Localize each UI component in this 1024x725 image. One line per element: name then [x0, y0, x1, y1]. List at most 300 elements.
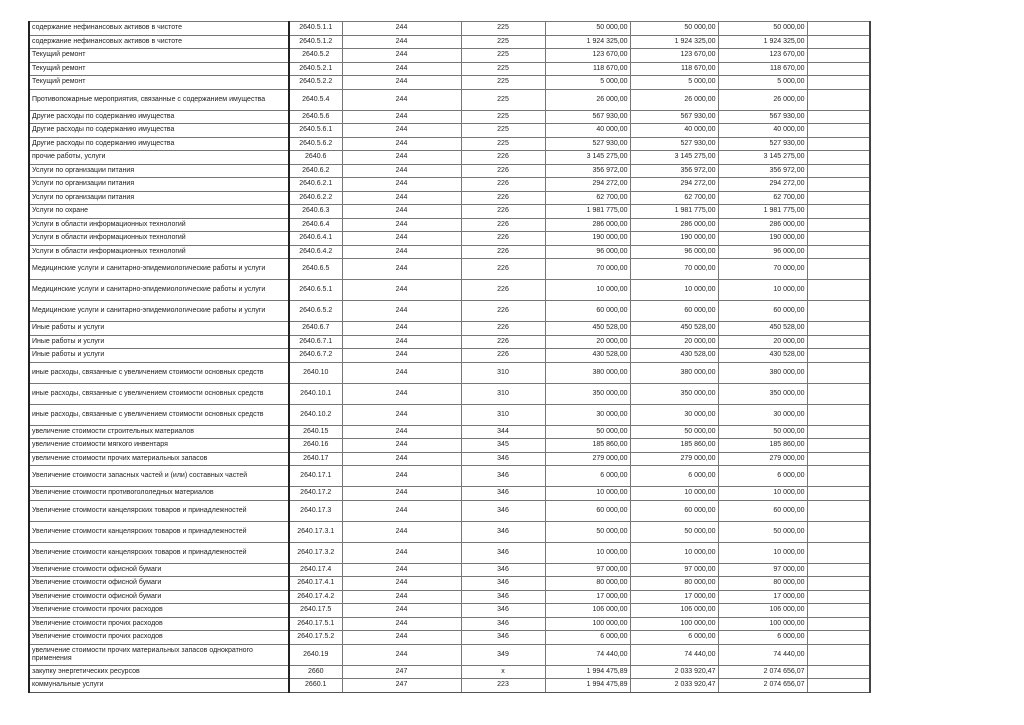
- row-amount-year3: 380 000,00: [718, 362, 807, 383]
- row-name: Увеличение стоимости прочих расходов: [29, 617, 289, 631]
- row-amount-year1: 50 000,00: [545, 425, 630, 439]
- row-amount-year1: 185 860,00: [545, 439, 630, 453]
- row-name: увеличение стоимости прочих материальных запасов однократного применения: [29, 644, 289, 665]
- table-row: [29, 425, 870, 439]
- row-note: [807, 563, 870, 577]
- row-kvr: 244: [342, 22, 461, 36]
- row-amount-year2: 286 000,00: [630, 218, 718, 232]
- row-note: [807, 644, 870, 665]
- row-code: 2640.5.1.1: [289, 22, 342, 36]
- row-amount-year2: 118 670,00: [630, 62, 718, 76]
- row-amount-year1: 5 000,00: [545, 76, 630, 90]
- row-name: коммунальные услуги: [29, 679, 289, 693]
- row-note: [807, 218, 870, 232]
- row-code: 2640.5.6.2: [289, 137, 342, 151]
- row-kvr: 244: [342, 245, 461, 259]
- row-kosgu: 346: [461, 590, 545, 604]
- table-row: [29, 76, 870, 90]
- row-note: [807, 349, 870, 363]
- row-amount-year2: 62 700,00: [630, 191, 718, 205]
- row-amount-year2: 70 000,00: [630, 259, 718, 280]
- row-amount-year3: 17 000,00: [718, 590, 807, 604]
- table-row: [29, 631, 870, 645]
- row-kvr: 244: [342, 404, 461, 425]
- row-code: 2640.5.1.2: [289, 35, 342, 49]
- row-name: Другие расходы по содержанию имущества: [29, 110, 289, 124]
- row-amount-year1: 10 000,00: [545, 280, 630, 301]
- row-amount-year2: 60 000,00: [630, 500, 718, 521]
- table-row: [29, 439, 870, 453]
- row-kosgu: 226: [461, 349, 545, 363]
- table-row: [29, 191, 870, 205]
- row-amount-year2: 5 000,00: [630, 76, 718, 90]
- table-body: [29, 22, 870, 693]
- row-kosgu: 310: [461, 404, 545, 425]
- row-amount-year2: 97 000,00: [630, 563, 718, 577]
- row-amount-year2: 26 000,00: [630, 89, 718, 110]
- row-kosgu: 310: [461, 362, 545, 383]
- table-row: [29, 89, 870, 110]
- row-amount-year3: 350 000,00: [718, 383, 807, 404]
- row-name: иные расходы, связанные с увеличением стоимости основных средств: [29, 362, 289, 383]
- row-name: иные расходы, связанные с увеличением стоимости основных средств: [29, 404, 289, 425]
- row-name: Услуги по организации питания: [29, 178, 289, 192]
- row-kvr: 244: [342, 178, 461, 192]
- row-kvr: 244: [342, 590, 461, 604]
- row-amount-year1: 70 000,00: [545, 259, 630, 280]
- table-row: [29, 679, 870, 693]
- row-code: 2640.17.3.2: [289, 542, 342, 563]
- row-note: [807, 439, 870, 453]
- row-note: [807, 631, 870, 645]
- row-amount-year3: 74 440,00: [718, 644, 807, 665]
- row-note: [807, 452, 870, 466]
- row-kosgu: 225: [461, 124, 545, 138]
- row-amount-year1: 30 000,00: [545, 404, 630, 425]
- row-amount-year2: 60 000,00: [630, 301, 718, 322]
- row-kvr: 244: [342, 76, 461, 90]
- table-row: [29, 124, 870, 138]
- table-row: [29, 35, 870, 49]
- row-code: 2640.6.5: [289, 259, 342, 280]
- row-kosgu: 346: [461, 604, 545, 618]
- row-kosgu: 226: [461, 280, 545, 301]
- table-row: [29, 245, 870, 259]
- row-amount-year2: 1 981 775,00: [630, 205, 718, 219]
- row-kvr: 244: [342, 89, 461, 110]
- row-amount-year1: 6 000,00: [545, 466, 630, 487]
- row-amount-year3: 106 000,00: [718, 604, 807, 618]
- row-code: 2660: [289, 665, 342, 679]
- row-kvr: 244: [342, 280, 461, 301]
- row-amount-year3: 50 000,00: [718, 22, 807, 36]
- row-amount-year3: 20 000,00: [718, 335, 807, 349]
- row-code: 2640.17.4: [289, 563, 342, 577]
- row-note: [807, 487, 870, 501]
- row-amount-year2: 3 145 275,00: [630, 151, 718, 165]
- row-amount-year1: 190 000,00: [545, 232, 630, 246]
- row-name: закупку энергетических ресурсов: [29, 665, 289, 679]
- row-kvr: 247: [342, 679, 461, 693]
- row-amount-year1: 1 994 475,89: [545, 665, 630, 679]
- row-amount-year1: 60 000,00: [545, 500, 630, 521]
- row-amount-year3: 185 860,00: [718, 439, 807, 453]
- row-kosgu: 225: [461, 22, 545, 36]
- row-kosgu: 346: [461, 466, 545, 487]
- row-amount-year2: 527 930,00: [630, 137, 718, 151]
- row-code: 2640.17.5.1: [289, 617, 342, 631]
- row-code: 2640.17: [289, 452, 342, 466]
- table-row: [29, 362, 870, 383]
- row-note: [807, 665, 870, 679]
- table-row: [29, 500, 870, 521]
- row-name: Услуги в области информационных технологий: [29, 245, 289, 259]
- row-note: [807, 164, 870, 178]
- row-amount-year3: 60 000,00: [718, 301, 807, 322]
- row-amount-year2: 6 000,00: [630, 631, 718, 645]
- row-note: [807, 49, 870, 63]
- row-amount-year2: 80 000,00: [630, 577, 718, 591]
- row-name: Текущий ремонт: [29, 76, 289, 90]
- row-amount-year2: 10 000,00: [630, 487, 718, 501]
- table-row: [29, 280, 870, 301]
- row-note: [807, 617, 870, 631]
- row-kvr: 244: [342, 151, 461, 165]
- row-amount-year3: 10 000,00: [718, 542, 807, 563]
- row-amount-year2: 2 033 920,47: [630, 679, 718, 693]
- row-amount-year3: 26 000,00: [718, 89, 807, 110]
- row-note: [807, 322, 870, 336]
- row-amount-year3: 80 000,00: [718, 577, 807, 591]
- row-code: 2640.15: [289, 425, 342, 439]
- table-row: [29, 577, 870, 591]
- row-kosgu: x: [461, 665, 545, 679]
- row-amount-year2: 40 000,00: [630, 124, 718, 138]
- row-note: [807, 124, 870, 138]
- row-kvr: 244: [342, 335, 461, 349]
- row-kvr: 244: [342, 439, 461, 453]
- row-amount-year1: 567 930,00: [545, 110, 630, 124]
- row-name: Услуги в области информационных технологий: [29, 218, 289, 232]
- row-amount-year3: 2 074 656,07: [718, 665, 807, 679]
- row-amount-year2: 450 528,00: [630, 322, 718, 336]
- row-note: [807, 466, 870, 487]
- row-amount-year1: 10 000,00: [545, 487, 630, 501]
- row-code: 2640.6.4: [289, 218, 342, 232]
- table-row: [29, 349, 870, 363]
- row-note: [807, 604, 870, 618]
- row-kosgu: 226: [461, 232, 545, 246]
- row-kvr: 244: [342, 644, 461, 665]
- row-amount-year1: 60 000,00: [545, 301, 630, 322]
- row-name: Услуги по организации питания: [29, 191, 289, 205]
- table-row: [29, 22, 870, 36]
- row-kvr: 244: [342, 35, 461, 49]
- row-amount-year2: 279 000,00: [630, 452, 718, 466]
- row-code: 2640.5.2: [289, 49, 342, 63]
- row-amount-year3: 70 000,00: [718, 259, 807, 280]
- row-code: 2640.6.7.1: [289, 335, 342, 349]
- row-name: увеличение стоимости прочих материальных запасов: [29, 452, 289, 466]
- row-code: 2660.1: [289, 679, 342, 693]
- row-code: 2640.6.5.2: [289, 301, 342, 322]
- row-note: [807, 362, 870, 383]
- row-code: 2640.17.5.2: [289, 631, 342, 645]
- row-amount-year1: 20 000,00: [545, 335, 630, 349]
- row-note: [807, 62, 870, 76]
- table-row: [29, 617, 870, 631]
- row-kosgu: 226: [461, 191, 545, 205]
- row-amount-year2: 567 930,00: [630, 110, 718, 124]
- row-kosgu: 310: [461, 383, 545, 404]
- row-kvr: 244: [342, 500, 461, 521]
- row-note: [807, 679, 870, 693]
- row-note: [807, 301, 870, 322]
- row-kosgu: 346: [461, 500, 545, 521]
- row-amount-year1: 118 670,00: [545, 62, 630, 76]
- row-amount-year3: 356 972,00: [718, 164, 807, 178]
- table-row: [29, 466, 870, 487]
- row-name: увеличение стоимости строительных материалов: [29, 425, 289, 439]
- row-kvr: 244: [342, 218, 461, 232]
- table-row: [29, 49, 870, 63]
- row-amount-year3: 60 000,00: [718, 500, 807, 521]
- row-name: Увеличение стоимости офисной бумаги: [29, 590, 289, 604]
- row-code: 2640.6.2.1: [289, 178, 342, 192]
- row-amount-year1: 350 000,00: [545, 383, 630, 404]
- row-amount-year2: 356 972,00: [630, 164, 718, 178]
- row-amount-year3: 567 930,00: [718, 110, 807, 124]
- row-code: 2640.6: [289, 151, 342, 165]
- row-code: 2640.17.4.1: [289, 577, 342, 591]
- row-kosgu: 346: [461, 521, 545, 542]
- row-amount-year3: 294 272,00: [718, 178, 807, 192]
- row-name: Иные работы и услуги: [29, 349, 289, 363]
- row-kvr: 244: [342, 124, 461, 138]
- row-note: [807, 521, 870, 542]
- row-amount-year3: 5 000,00: [718, 76, 807, 90]
- row-note: [807, 577, 870, 591]
- table-row: [29, 383, 870, 404]
- row-code: 2640.17.5: [289, 604, 342, 618]
- row-kosgu: 225: [461, 35, 545, 49]
- row-note: [807, 205, 870, 219]
- row-kosgu: 346: [461, 563, 545, 577]
- row-note: [807, 76, 870, 90]
- table-row: [29, 335, 870, 349]
- row-amount-year1: 430 528,00: [545, 349, 630, 363]
- row-amount-year3: 6 000,00: [718, 631, 807, 645]
- row-kosgu: 226: [461, 151, 545, 165]
- row-note: [807, 425, 870, 439]
- row-code: 2640.5.2.2: [289, 76, 342, 90]
- row-name: Увеличение стоимости канцелярских товаров и принадлежностей: [29, 521, 289, 542]
- row-kvr: 244: [342, 191, 461, 205]
- row-name: увеличение стоимости мягкого инвентаря: [29, 439, 289, 453]
- row-amount-year3: 62 700,00: [718, 191, 807, 205]
- row-name: иные расходы, связанные с увеличением стоимости основных средств: [29, 383, 289, 404]
- row-amount-year2: 430 528,00: [630, 349, 718, 363]
- row-name: Другие расходы по содержанию имущества: [29, 124, 289, 138]
- row-amount-year1: 40 000,00: [545, 124, 630, 138]
- row-kvr: 244: [342, 577, 461, 591]
- row-code: 2640.10.1: [289, 383, 342, 404]
- row-amount-year1: 97 000,00: [545, 563, 630, 577]
- row-kosgu: 225: [461, 62, 545, 76]
- row-kosgu: 226: [461, 205, 545, 219]
- row-code: 2640.17.3.1: [289, 521, 342, 542]
- row-code: 2640.6.4.1: [289, 232, 342, 246]
- table-row: [29, 542, 870, 563]
- row-name: Увеличение стоимости офисной бумаги: [29, 563, 289, 577]
- row-name: Иные работы и услуги: [29, 335, 289, 349]
- row-code: 2640.17.2: [289, 487, 342, 501]
- row-code: 2640.6.3: [289, 205, 342, 219]
- row-amount-year1: 100 000,00: [545, 617, 630, 631]
- row-note: [807, 404, 870, 425]
- row-kvr: 244: [342, 383, 461, 404]
- row-code: 2640.5.6.1: [289, 124, 342, 138]
- row-amount-year3: 50 000,00: [718, 521, 807, 542]
- row-amount-year1: 1 924 325,00: [545, 35, 630, 49]
- row-amount-year1: 3 145 275,00: [545, 151, 630, 165]
- row-name: содержание нефинансовых активов в чистоте: [29, 35, 289, 49]
- row-note: [807, 500, 870, 521]
- row-amount-year1: 50 000,00: [545, 22, 630, 36]
- row-amount-year2: 20 000,00: [630, 335, 718, 349]
- row-kosgu: 226: [461, 164, 545, 178]
- row-kosgu: 225: [461, 49, 545, 63]
- row-amount-year1: 1 981 775,00: [545, 205, 630, 219]
- row-kosgu: 225: [461, 89, 545, 110]
- row-note: [807, 259, 870, 280]
- row-amount-year2: 190 000,00: [630, 232, 718, 246]
- row-amount-year1: 96 000,00: [545, 245, 630, 259]
- row-kosgu: 226: [461, 335, 545, 349]
- row-amount-year1: 527 930,00: [545, 137, 630, 151]
- row-note: [807, 178, 870, 192]
- budget-table: [28, 21, 871, 693]
- row-amount-year3: 1 924 325,00: [718, 35, 807, 49]
- row-kvr: 244: [342, 466, 461, 487]
- row-code: 2640.6.7.2: [289, 349, 342, 363]
- row-amount-year2: 50 000,00: [630, 22, 718, 36]
- row-code: 2640.10: [289, 362, 342, 383]
- row-kosgu: 226: [461, 322, 545, 336]
- row-amount-year1: 450 528,00: [545, 322, 630, 336]
- row-name: Увеличение стоимости запасных частей и (или) составных частей: [29, 466, 289, 487]
- row-amount-year2: 380 000,00: [630, 362, 718, 383]
- row-amount-year1: 380 000,00: [545, 362, 630, 383]
- row-note: [807, 151, 870, 165]
- row-name: Медицинские услуги и санитарно-эпидемиологические работы и услуги: [29, 301, 289, 322]
- row-name: Другие расходы по содержанию имущества: [29, 137, 289, 151]
- row-kvr: 244: [342, 164, 461, 178]
- row-note: [807, 590, 870, 604]
- row-kvr: 244: [342, 631, 461, 645]
- row-code: 2640.16: [289, 439, 342, 453]
- row-note: [807, 191, 870, 205]
- row-amount-year1: 6 000,00: [545, 631, 630, 645]
- row-note: [807, 137, 870, 151]
- row-kosgu: 346: [461, 452, 545, 466]
- row-amount-year2: 185 860,00: [630, 439, 718, 453]
- row-amount-year1: 62 700,00: [545, 191, 630, 205]
- row-amount-year1: 26 000,00: [545, 89, 630, 110]
- row-amount-year3: 97 000,00: [718, 563, 807, 577]
- row-amount-year1: 17 000,00: [545, 590, 630, 604]
- row-kosgu: 344: [461, 425, 545, 439]
- row-kosgu: 346: [461, 487, 545, 501]
- row-name: содержание нефинансовых активов в чистоте: [29, 22, 289, 36]
- row-amount-year3: 286 000,00: [718, 218, 807, 232]
- row-amount-year1: 50 000,00: [545, 521, 630, 542]
- row-amount-year3: 50 000,00: [718, 425, 807, 439]
- row-note: [807, 335, 870, 349]
- row-note: [807, 542, 870, 563]
- row-amount-year2: 106 000,00: [630, 604, 718, 618]
- row-kvr: 244: [342, 563, 461, 577]
- row-kosgu: 346: [461, 631, 545, 645]
- row-amount-year2: 2 033 920,47: [630, 665, 718, 679]
- table-row: [29, 487, 870, 501]
- row-kvr: 244: [342, 604, 461, 618]
- row-kvr: 244: [342, 322, 461, 336]
- row-code: 2640.6.2: [289, 164, 342, 178]
- row-kvr: 244: [342, 452, 461, 466]
- row-kvr: 244: [342, 137, 461, 151]
- row-amount-year3: 10 000,00: [718, 487, 807, 501]
- row-amount-year2: 350 000,00: [630, 383, 718, 404]
- row-note: [807, 110, 870, 124]
- table-row: [29, 110, 870, 124]
- row-name: Увеличение стоимости прочих расходов: [29, 631, 289, 645]
- row-amount-year3: 123 670,00: [718, 49, 807, 63]
- row-amount-year2: 10 000,00: [630, 280, 718, 301]
- row-name: Противопожарные мероприятия, связанные с содержанием имущества: [29, 89, 289, 110]
- row-kosgu: 346: [461, 617, 545, 631]
- table-row: [29, 259, 870, 280]
- row-note: [807, 35, 870, 49]
- row-code: 2640.19: [289, 644, 342, 665]
- table-row: [29, 563, 870, 577]
- row-amount-year1: 1 994 475,89: [545, 679, 630, 693]
- row-amount-year2: 10 000,00: [630, 542, 718, 563]
- table-row: [29, 665, 870, 679]
- row-name: Услуги по организации питания: [29, 164, 289, 178]
- table-row: [29, 137, 870, 151]
- row-kvr: 244: [342, 362, 461, 383]
- row-amount-year2: 74 440,00: [630, 644, 718, 665]
- row-name: Текущий ремонт: [29, 62, 289, 76]
- row-name: Услуги в области информационных технологий: [29, 232, 289, 246]
- row-kvr: 244: [342, 521, 461, 542]
- row-code: 2640.6.7: [289, 322, 342, 336]
- row-kvr: 244: [342, 110, 461, 124]
- row-amount-year1: 356 972,00: [545, 164, 630, 178]
- table-row: [29, 151, 870, 165]
- row-name: Медицинские услуги и санитарно-эпидемиологические работы и услуги: [29, 280, 289, 301]
- row-kvr: 244: [342, 232, 461, 246]
- row-kosgu: 225: [461, 137, 545, 151]
- row-amount-year2: 50 000,00: [630, 425, 718, 439]
- table-row: [29, 164, 870, 178]
- row-code: 2640.5.2.1: [289, 62, 342, 76]
- table-row: [29, 452, 870, 466]
- row-kosgu: 346: [461, 577, 545, 591]
- row-amount-year3: 2 074 656,07: [718, 679, 807, 693]
- row-note: [807, 232, 870, 246]
